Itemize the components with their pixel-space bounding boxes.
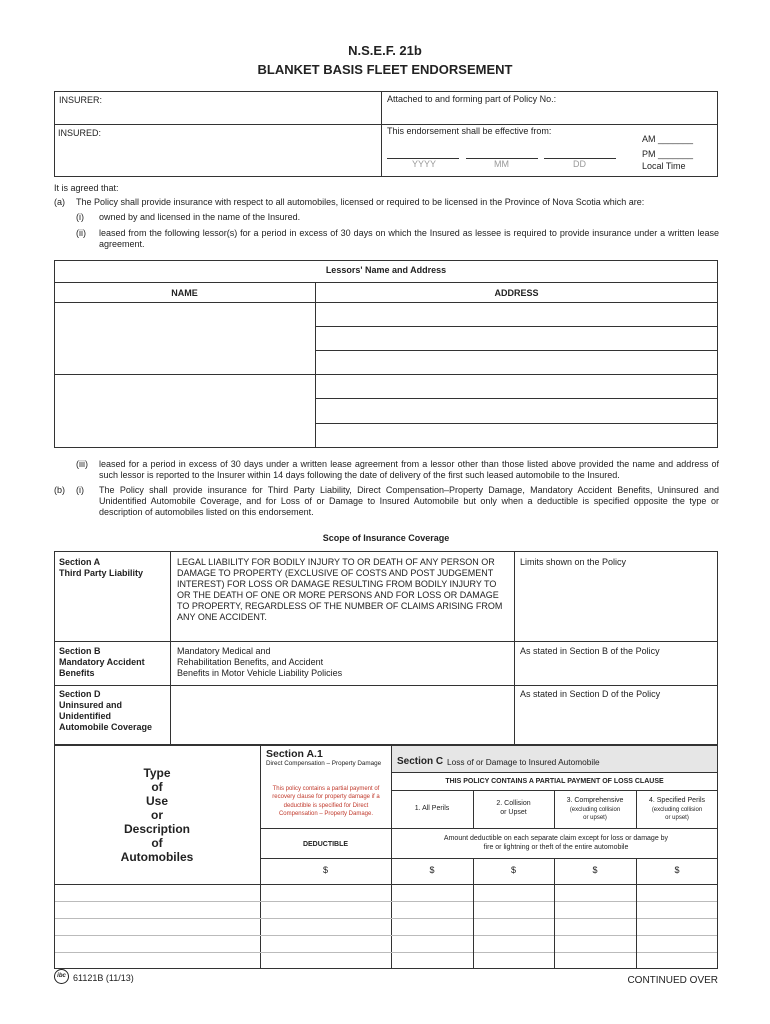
policy-info-box [54,91,718,177]
local-time-label: Local Time [642,161,686,171]
col-all-perils: 1. All Perils [414,805,450,812]
insured-label: INSURED: [58,128,102,138]
clause-iii-label: (iii) [76,459,88,469]
pm-field[interactable]: PM _______ [642,149,694,159]
clause-i-label: (i) [76,212,84,222]
section-c-subtitle: Loss of or Damage to Insured Automobile [447,757,600,767]
yyyy-caption: YYYY [412,159,437,169]
clause-ii-text: leased from the following lessor(s) for a period in excess of 30 days on which the Insured as lessee is required to provide insurance under a written lease agreement. [99,228,719,249]
section-a1-subtitle: Direct Compensation – Property Damage [266,760,382,767]
section-a1-title: Section A.1 [266,748,323,760]
form-code: 61121B (11/13) [73,973,134,983]
section-a-limit: Limits shown on the Policy [520,557,627,567]
form-subtitle: BLANKET BASIS FLEET ENDORSEMENT [257,62,513,77]
continued-over: CONTINUED OVER [627,975,718,986]
lessor-name-cell-1[interactable] [55,303,314,373]
name-column-header: NAME [171,288,198,298]
section-b-text: Mandatory Medical and Rehabilitation Benefits, and Accident Benefits in Motor Vehicle Liability Policies [177,646,343,678]
dollar-specified-perils[interactable]: $ [674,865,680,875]
clause-a-label: (a) [54,197,65,207]
col-specified-perils-sub: (excluding collision or upset) [651,807,703,821]
mm-caption: MM [494,159,509,169]
form-title: N.S.E.F. 21b [348,43,422,58]
lessors-table-title: Lessors' Name and Address [325,265,447,275]
lessor-name-cell-2[interactable] [55,375,314,447]
type-of-use-label: Type of Use or Description of Automobiles [120,766,194,864]
clause-ii-label: (ii) [76,228,86,238]
col-collision: 2. Collision or Upset [496,800,531,816]
col-specified-perils: 4. Specified Perils [648,797,706,804]
section-a-label: Section A Third Party Liability [59,557,144,578]
section-b-label: Section B Mandatory Accident Benefits [59,646,145,678]
clause-b-label: (b) [54,485,65,495]
col-comprehensive: 3. Comprehensive [566,797,624,804]
dollar-all-perils[interactable]: $ [429,865,435,875]
partial-payment-clause: THIS POLICY CONTAINS A PARTIAL PAYMENT OF LOSS CLAUSE [445,778,664,785]
section-d-label: Section D Uninsured and Unidentified Automobile Coverage [59,689,153,732]
clause-i-text: owned by and licensed in the name of the Insured. [99,212,301,222]
section-a1-note: This policy contains a partial payment of recovery clause for property damage if a deductible is specified for Direct Compensation – Property Damage. [272,786,380,817]
deductible-label: DEDUCTIBLE [302,841,349,848]
ibc-logo-icon: ibc [54,969,69,984]
section-b-limit: As stated in Section B of the Policy [520,646,660,656]
section-a-text: LEGAL LIABILITY FOR BODILY INJURY TO OR DEATH OF ANY PERSON OR DAMAGE TO PROPERTY (EXCLUSIVE OF COSTS AND POST JUDGEMENT INTEREST) FOR LOSS OR DAMAGE RESULTING FROM BODILY INJURY TO OR THE DEATH OF ONE OR MORE PERSONS AND FOR LOSS OR DAMAGE TO PROPERTY, REGARDLESS OF THE NUMBER OF CLAIMS ARISING FROM ANY ONE ACCIDENT. [177,557,503,622]
clause-bi-text: The Policy shall provide insurance for Third Party Liability, Direct Compensation–Property Damage, Mandatory Accident Benefits, Uninsured and Unidentified Automobile Coverage, and for Loss of or Damage to Insured Automobile but only when a deductible is specified opposite the type or description of automobiles listed on this endorsement. [99,485,719,517]
clause-bi-label: (i) [76,485,84,495]
agreement-intro: It is agreed that: [54,183,119,193]
clause-iii-text: leased for a period in excess of 30 days under a written lease agreement from a lessor other than those listed above provided the name and address of such lessor is reported to the Insurer within 14 days following the date of delivery of the first such leased automobile to the Insured. [99,459,719,480]
dollar-a1[interactable]: $ [322,865,328,875]
col-comprehensive-sub: (excluding collision or upset) [569,807,621,821]
address-column-header: ADDRESS [494,288,539,298]
attached-label[interactable]: Attached to and forming part of Policy No.: [387,94,557,104]
dd-caption: DD [573,159,586,169]
scope-title: Scope of Insurance Coverage [322,533,450,543]
section-c-title: Section C [397,756,444,767]
dollar-collision[interactable]: $ [510,865,516,875]
clause-a-text: The Policy shall provide insurance with respect to all automobiles, licensed or required to be licensed in the Province of Nova Scotia which are: [76,197,645,207]
amount-deductible-note: Amount deductible on each separate claim except for loss or damage by fire or lightning or theft of the entire automobile [443,835,669,851]
section-d-limit: As stated in Section D of the Policy [520,689,661,699]
am-field[interactable]: AM _______ [642,134,694,144]
dollar-comprehensive[interactable]: $ [592,865,598,875]
insurer-label: INSURER: [59,95,103,105]
effective-label: This endorsement shall be effective from: [387,126,552,136]
